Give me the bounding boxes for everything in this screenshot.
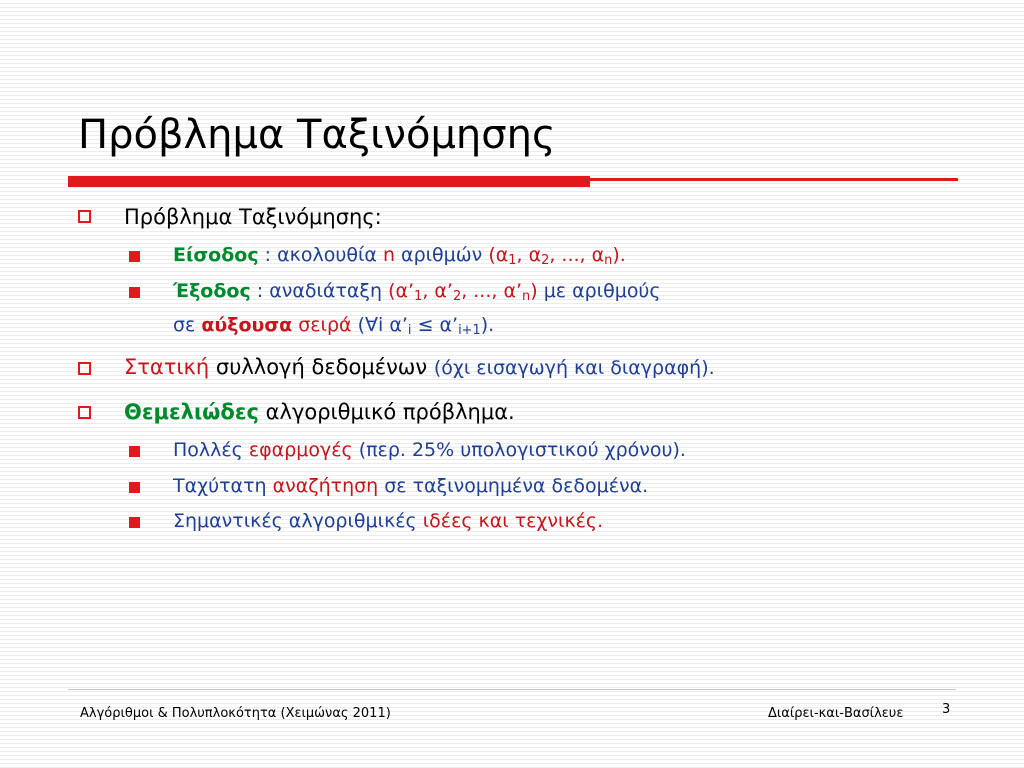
slide-title: Πρόβλημα Ταξινόμησης bbox=[78, 112, 556, 158]
bullet-text: Πρόβλημα Ταξινόμησης: bbox=[124, 205, 382, 229]
bullet-problem bbox=[124, 205, 382, 229]
seq-close: ). bbox=[612, 244, 626, 266]
bullet-search bbox=[173, 475, 648, 497]
bullet-static bbox=[124, 355, 715, 379]
subscript: 1 bbox=[508, 253, 517, 269]
seq-open: (α’ bbox=[388, 280, 415, 302]
order-word: σειρά bbox=[298, 314, 352, 336]
n-var: n bbox=[382, 244, 395, 266]
output-label: Έξοδος bbox=[173, 280, 251, 302]
title-underline-thick bbox=[68, 176, 590, 187]
forall-condition bbox=[357, 314, 495, 339]
seq-close: ) bbox=[530, 280, 538, 302]
cond-le: ≤ α’ bbox=[417, 314, 459, 336]
hollow-square-bullet-icon bbox=[78, 362, 91, 375]
subscript: n bbox=[522, 289, 531, 305]
static-rest: συλλογή δεδομένων bbox=[215, 355, 428, 379]
increasing-word: αύξουσα bbox=[201, 314, 293, 336]
hollow-square-bullet-icon bbox=[78, 210, 91, 223]
search-a: Ταχύτατη bbox=[173, 475, 267, 497]
numbers-word: αριθμών bbox=[401, 244, 483, 266]
apps-a: Πολλές bbox=[173, 439, 243, 461]
search-c: σε ταξινομημένα δεδομένα. bbox=[384, 475, 649, 497]
filled-square-bullet-icon bbox=[129, 517, 140, 528]
colon: : bbox=[264, 244, 272, 266]
ideas-a: Σημαντικές αλγοριθμικές bbox=[173, 510, 417, 532]
input-desc: ακολουθία bbox=[277, 244, 377, 266]
subscript: i+1 bbox=[458, 323, 481, 339]
input-label: Είσοδος bbox=[173, 244, 259, 266]
search-b: αναζήτηση bbox=[272, 475, 379, 497]
title-underline-thin bbox=[590, 178, 958, 181]
fundamental-rest: αλγοριθμικό πρόβλημα. bbox=[265, 400, 515, 424]
apps-b: εφαρμογές bbox=[248, 439, 353, 461]
footer-course: Αλγόριθμοι & Πολυπλοκότητα (Χειμώνας 2011) bbox=[80, 706, 391, 721]
filled-square-bullet-icon bbox=[129, 251, 140, 262]
hollow-square-bullet-icon bbox=[78, 406, 91, 419]
subscript: 2 bbox=[452, 289, 462, 305]
fundamental-word: Θεμελιώδες bbox=[124, 400, 259, 424]
filled-square-bullet-icon bbox=[129, 287, 140, 298]
bullet-input bbox=[173, 244, 626, 269]
bullet-output bbox=[173, 280, 661, 305]
footer-divider bbox=[68, 689, 956, 690]
subscript: i bbox=[407, 323, 412, 339]
apps-c: (περ. 25% υπολογιστικού χρόνου). bbox=[358, 439, 686, 461]
bullet-ideas bbox=[173, 510, 603, 532]
output-sequence bbox=[388, 280, 538, 305]
seq-sep: , α’ bbox=[422, 280, 453, 302]
filled-square-bullet-icon bbox=[129, 482, 140, 493]
seq-sep: , α bbox=[516, 244, 542, 266]
static-word: Στατική bbox=[124, 355, 210, 379]
subscript: 1 bbox=[414, 289, 423, 305]
ideas-b: ιδέες και τεχνικές. bbox=[422, 510, 604, 532]
seq-open: (α bbox=[488, 244, 509, 266]
bullet-output-line2 bbox=[173, 314, 495, 339]
filled-square-bullet-icon bbox=[129, 446, 140, 457]
seq-sep: , ..., α bbox=[549, 244, 605, 266]
subscript: n bbox=[604, 253, 613, 269]
footer-topic: Διαίρει-και-Βασίλευε bbox=[768, 706, 904, 721]
seq-sep: , ..., α’ bbox=[461, 280, 523, 302]
output-desc: αναδιάταξη bbox=[269, 280, 383, 302]
se-word: σε bbox=[173, 314, 196, 336]
output-tail: με αριθμούς bbox=[543, 280, 661, 302]
subscript: 2 bbox=[541, 253, 550, 269]
bullet-applications bbox=[173, 439, 686, 461]
static-paren: (όχι εισαγωγή και διαγραφή). bbox=[433, 357, 715, 379]
colon: : bbox=[256, 280, 264, 302]
cond-open: (∀i α’ bbox=[357, 314, 408, 336]
cond-close: ). bbox=[480, 314, 495, 336]
input-sequence bbox=[488, 244, 626, 269]
bullet-fundamental bbox=[124, 400, 515, 424]
page-number: 3 bbox=[942, 702, 951, 717]
